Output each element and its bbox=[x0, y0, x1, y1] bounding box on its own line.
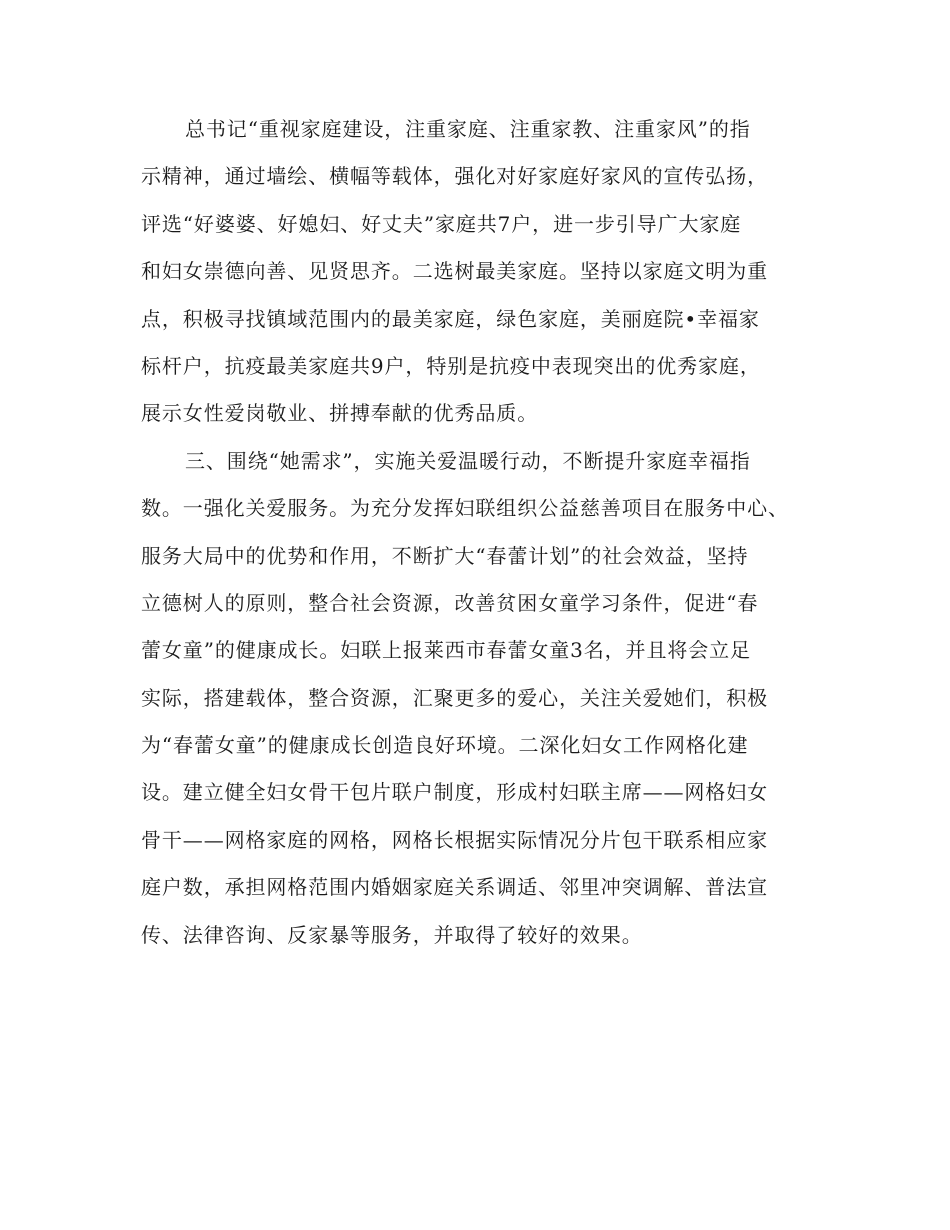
text-line-paragraph-start: 总书记“重视家庭建设，注重家庭、注重家教、注重家风”的指 bbox=[185, 117, 751, 141]
text-line: 庭户数，承担网格范围内婚姻家庭关系调适、邻里冲突调解、普法宣 bbox=[141, 875, 768, 900]
text-line: 数。一强化关爱服务。为充分发挥妇联组织公益慈善项目在服务中心、 bbox=[141, 496, 789, 521]
text-line-paragraph-start: 三、围绕“她需求”，实施关爱温暖行动，不断提升家庭幸福指 bbox=[185, 448, 751, 473]
text-line: 骨干——网格家庭的网格，网格长根据实际情况分片包干联系相应家 bbox=[141, 827, 768, 852]
text-line: 和妇女崇德向善、见贤思齐。二选树最美家庭。坚持以家庭文明为重 bbox=[141, 259, 768, 284]
text-line: 传、法律咨询、反家暴等服务，并取得了较好的效果。 bbox=[141, 922, 643, 947]
text-line: 展示女性爱岗敬业、拼搏奉献的优秀品质。 bbox=[141, 401, 539, 426]
text-line: 设。建立健全妇女骨干包片联户制度，形成村妇联主席——网格妇女 bbox=[141, 780, 768, 805]
text-line: 标杆户，抗疫最美家庭共9户，特别是抗疫中表现突出的优秀家庭， bbox=[141, 353, 761, 378]
text-line: 点，积极寻找镇域范围内的最美家庭，绿色家庭，美丽庭院•幸福家 bbox=[141, 306, 760, 331]
text-line: 实际，搭建载体，整合资源，汇聚更多的爱心，关注关爱她们，积极 bbox=[141, 685, 768, 710]
text-line: 服务大局中的优势和作用，不断扩大“春蕾计划”的社会效益，坚持 bbox=[141, 543, 749, 568]
text-line: 示精神，通过墙绘、横幅等载体，强化对好家庭好家风的宣传弘扬， bbox=[141, 164, 768, 189]
text-line: 蕾女童”的健康成长。妇联上报莱西市春蕾女童3名，并且将会立足 bbox=[141, 638, 751, 663]
document-body bbox=[141, 106, 821, 959]
text-line: 立德树人的原则，整合社会资源，改善贫困女童学习条件，促进“春 bbox=[141, 590, 759, 615]
text-line: 为“春蕾女童”的健康成长创造良好环境。二深化妇女工作网格化建 bbox=[141, 733, 749, 758]
text-line: 评选“好婆婆、好媳妇、好丈夫”家庭共7户，进一步引导广大家庭 bbox=[141, 211, 742, 236]
